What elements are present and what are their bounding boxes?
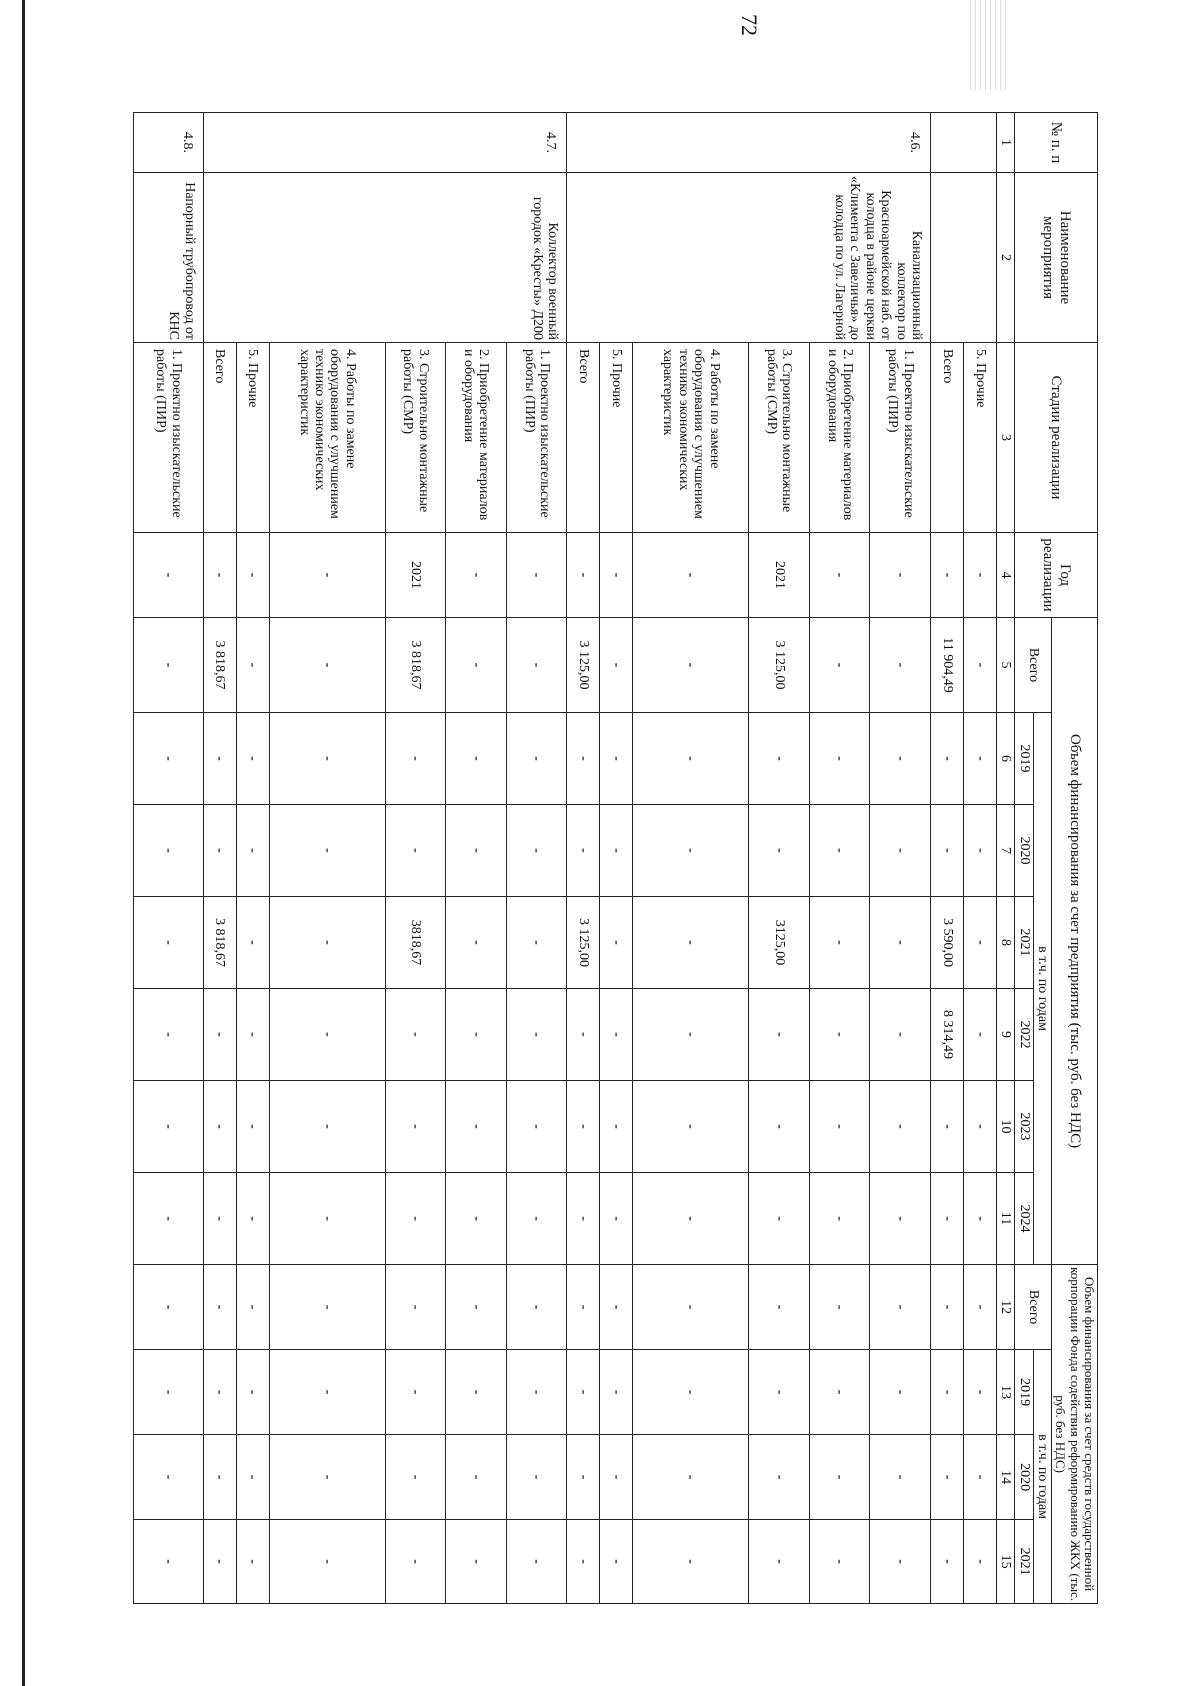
value-cell: - xyxy=(600,618,633,713)
column-number-cell: 2 xyxy=(996,173,1014,343)
value-cell: - xyxy=(809,1520,870,1604)
value-cell: - xyxy=(930,713,963,805)
value-cell: - xyxy=(446,1081,507,1173)
value-cell: - xyxy=(506,897,567,989)
value-cell: - xyxy=(963,1350,996,1435)
value-cell: - xyxy=(930,1173,963,1265)
value-cell: - xyxy=(633,897,749,989)
value-cell: - xyxy=(203,1081,236,1173)
column-number-cell: 15 xyxy=(996,1520,1014,1604)
enterprise-by-years-header: в т.ч. по годам xyxy=(1033,713,1051,1265)
value-cell: - xyxy=(870,1350,931,1435)
measure-name-cell: Канализационный коллектор по Красноармейской наб. от колодца в районе церкви «Климента с Завеличья» до колодца по ул. Лагерной xyxy=(567,173,931,343)
enterprise-year-header: 2024 xyxy=(1015,1173,1033,1265)
value-cell: - xyxy=(236,1520,269,1604)
year-cell: - xyxy=(600,533,633,618)
value-cell: - xyxy=(870,897,931,989)
col-name-header: Наименование мероприятия xyxy=(1015,173,1098,343)
value-cell: - xyxy=(446,1520,507,1604)
value-cell: 3 125,00 xyxy=(567,897,600,989)
value-cell: - xyxy=(963,618,996,713)
value-cell: - xyxy=(930,1350,963,1435)
value-cell: - xyxy=(506,1520,567,1604)
stage-cell: 4. Работы по замене оборудования с улучшением технико экономических характеристик xyxy=(269,343,385,533)
value-cell: - xyxy=(506,989,567,1081)
value-cell: - xyxy=(963,1081,996,1173)
value-cell: - xyxy=(236,1350,269,1435)
value-cell: - xyxy=(870,805,931,897)
value-cell: - xyxy=(633,1081,749,1173)
value-cell: - xyxy=(134,1350,204,1435)
row-number-cell xyxy=(930,113,996,173)
value-cell: - xyxy=(749,1265,810,1350)
value-cell: - xyxy=(633,1435,749,1520)
value-cell: - xyxy=(870,1265,931,1350)
value-cell: - xyxy=(600,1520,633,1604)
value-cell: - xyxy=(446,805,507,897)
column-number-cell: 14 xyxy=(996,1435,1014,1520)
enterprise-total-header: Всего xyxy=(1015,618,1052,713)
value-cell: - xyxy=(385,1350,446,1435)
column-number-cell: 10 xyxy=(996,1081,1014,1173)
value-cell: - xyxy=(269,713,385,805)
stage-cell: 2. Приобретение материалов и оборудования xyxy=(809,343,870,533)
column-number-cell: 8 xyxy=(996,897,1014,989)
column-number-cell: 9 xyxy=(996,989,1014,1081)
value-cell: - xyxy=(506,805,567,897)
value-cell: - xyxy=(506,1081,567,1173)
value-cell: - xyxy=(633,618,749,713)
value-cell: 3818,67 xyxy=(385,897,446,989)
stage-cell: 1. Проектно изыскательские работы (ПИР) xyxy=(134,343,204,533)
table-row xyxy=(506,113,567,1604)
value-cell: - xyxy=(930,1520,963,1604)
financing-table xyxy=(133,112,1098,1604)
value-cell: - xyxy=(236,1081,269,1173)
value-cell: - xyxy=(963,1265,996,1350)
year-cell: - xyxy=(236,533,269,618)
value-cell: - xyxy=(203,989,236,1081)
value-cell: - xyxy=(963,1173,996,1265)
year-cell: - xyxy=(506,533,567,618)
value-cell: - xyxy=(236,1265,269,1350)
value-cell: - xyxy=(930,1081,963,1173)
value-cell: - xyxy=(269,1265,385,1350)
value-cell: - xyxy=(567,1173,600,1265)
value-cell: - xyxy=(749,1520,810,1604)
value-cell: - xyxy=(134,897,204,989)
table-row xyxy=(870,113,931,1604)
value-cell: 3 590,00 xyxy=(930,897,963,989)
value-cell: - xyxy=(385,713,446,805)
enterprise-year-header: 2022 xyxy=(1015,989,1033,1081)
value-cell: - xyxy=(930,1265,963,1350)
fund-year-header: 2021 xyxy=(1015,1520,1033,1604)
column-number-cell: 1 xyxy=(996,113,1014,173)
value-cell: - xyxy=(809,1435,870,1520)
column-number-cell: 12 xyxy=(996,1265,1014,1350)
value-cell: - xyxy=(446,1350,507,1435)
value-cell: - xyxy=(600,989,633,1081)
value-cell: - xyxy=(203,713,236,805)
stage-cell: 3. Строительно монтажные работы (СМР) xyxy=(749,343,810,533)
col-stage-header: Стадии реализации xyxy=(1015,343,1098,533)
value-cell: - xyxy=(809,1265,870,1350)
value-cell: - xyxy=(134,989,204,1081)
value-cell: 3125,00 xyxy=(749,897,810,989)
value-cell: - xyxy=(600,1173,633,1265)
value-cell: - xyxy=(134,1435,204,1520)
value-cell: - xyxy=(567,1435,600,1520)
value-cell: - xyxy=(269,1173,385,1265)
value-cell: - xyxy=(506,1173,567,1265)
value-cell: - xyxy=(506,713,567,805)
value-cell: - xyxy=(870,618,931,713)
value-cell: - xyxy=(809,618,870,713)
value-cell: - xyxy=(269,1435,385,1520)
value-cell: - xyxy=(269,989,385,1081)
enterprise-year-header: 2023 xyxy=(1015,1081,1033,1173)
value-cell: - xyxy=(870,713,931,805)
enterprise-financing-header: Объем финансирования за счет предприятия (тыс. руб. без НДС) xyxy=(1052,618,1098,1265)
enterprise-year-header: 2020 xyxy=(1015,805,1033,897)
column-number-cell: 4 xyxy=(996,533,1014,618)
column-number-cell: 6 xyxy=(996,713,1014,805)
value-cell: - xyxy=(236,897,269,989)
value-cell: - xyxy=(600,713,633,805)
measure-name-cell: Коллектор военный городок «Кресты» Д200 xyxy=(203,173,567,343)
value-cell: 11 904,49 xyxy=(930,618,963,713)
fund-financing-header: Объем финансирования за счет средств государственной корпорации Фонда содействия реформированию ЖКХ (тыс. руб. без НДС) xyxy=(1052,1265,1098,1604)
year-cell: - xyxy=(134,533,204,618)
column-number-cell: 7 xyxy=(996,805,1014,897)
value-cell: - xyxy=(963,989,996,1081)
value-cell: - xyxy=(963,1520,996,1604)
value-cell: - xyxy=(930,805,963,897)
value-cell: - xyxy=(269,1520,385,1604)
value-cell: - xyxy=(446,713,507,805)
column-number-cell: 5 xyxy=(996,618,1014,713)
value-cell: - xyxy=(870,989,931,1081)
value-cell: - xyxy=(633,713,749,805)
value-cell: - xyxy=(385,1435,446,1520)
value-cell: - xyxy=(269,618,385,713)
value-cell: - xyxy=(600,1081,633,1173)
value-cell: - xyxy=(269,1081,385,1173)
stage-cell: Всего xyxy=(930,343,963,533)
value-cell: - xyxy=(446,897,507,989)
value-cell: 3 125,00 xyxy=(567,618,600,713)
value-cell: - xyxy=(236,1173,269,1265)
value-cell: 3 818,67 xyxy=(203,618,236,713)
value-cell: - xyxy=(749,805,810,897)
value-cell: 3 818,67 xyxy=(203,897,236,989)
value-cell: - xyxy=(749,1435,810,1520)
value-cell: - xyxy=(600,1350,633,1435)
year-cell: 2021 xyxy=(749,533,810,618)
row-number-cell: 4.7. xyxy=(203,113,567,173)
value-cell: - xyxy=(870,1081,931,1173)
value-cell: 3 818,67 xyxy=(385,618,446,713)
value-cell: - xyxy=(749,1081,810,1173)
table-body xyxy=(134,113,997,1604)
value-cell: - xyxy=(134,805,204,897)
year-cell: - xyxy=(963,533,996,618)
value-cell: - xyxy=(567,989,600,1081)
fund-by-years-header: в т.ч. по годам xyxy=(1033,1350,1051,1604)
value-cell: - xyxy=(963,1435,996,1520)
value-cell: - xyxy=(809,897,870,989)
value-cell: - xyxy=(749,989,810,1081)
value-cell: - xyxy=(385,1265,446,1350)
value-cell: - xyxy=(506,1265,567,1350)
value-cell: - xyxy=(236,713,269,805)
fund-total-header: Всего xyxy=(1015,1265,1052,1350)
value-cell: - xyxy=(809,1173,870,1265)
value-cell: - xyxy=(385,805,446,897)
stage-cell: 5. Прочие xyxy=(963,343,996,533)
value-cell: - xyxy=(269,805,385,897)
value-cell: - xyxy=(385,1520,446,1604)
row-number-cell: 4.6. xyxy=(567,113,931,173)
value-cell: - xyxy=(809,1350,870,1435)
value-cell: - xyxy=(567,1081,600,1173)
value-cell: - xyxy=(633,805,749,897)
value-cell: - xyxy=(506,1435,567,1520)
year-cell: - xyxy=(633,533,749,618)
measure-name-cell: Напорный трубопровод от КНС xyxy=(134,173,204,343)
fund-year-header: 2020 xyxy=(1015,1435,1033,1520)
value-cell: - xyxy=(446,1173,507,1265)
value-cell: - xyxy=(134,713,204,805)
value-cell: - xyxy=(446,1435,507,1520)
value-cell: - xyxy=(506,1350,567,1435)
value-cell: - xyxy=(963,713,996,805)
value-cell: - xyxy=(930,1435,963,1520)
year-cell: 2021 xyxy=(385,533,446,618)
value-cell: - xyxy=(236,989,269,1081)
value-cell: - xyxy=(809,989,870,1081)
stage-cell: 3. Строительно монтажные работы (СМР) xyxy=(385,343,446,533)
value-cell: - xyxy=(600,805,633,897)
value-cell: - xyxy=(567,713,600,805)
value-cell: - xyxy=(203,1435,236,1520)
value-cell: - xyxy=(633,1173,749,1265)
row-number-cell: 4.8. xyxy=(134,113,204,173)
value-cell: - xyxy=(963,805,996,897)
value-cell: - xyxy=(446,1265,507,1350)
stage-cell: Всего xyxy=(567,343,600,533)
year-cell: - xyxy=(870,533,931,618)
value-cell: - xyxy=(203,805,236,897)
measure-name-cell xyxy=(930,173,996,343)
page-number: 72 xyxy=(737,14,762,36)
value-cell: - xyxy=(385,1081,446,1173)
header-row-1 xyxy=(1052,113,1098,1604)
value-cell: - xyxy=(633,1350,749,1435)
stage-cell: 5. Прочие xyxy=(236,343,269,533)
value-cell: - xyxy=(600,1435,633,1520)
value-cell: - xyxy=(600,897,633,989)
value-cell: - xyxy=(203,1520,236,1604)
year-cell: - xyxy=(930,533,963,618)
enterprise-year-header: 2021 xyxy=(1015,897,1033,989)
stage-cell: 4. Работы по замене оборудования с улучшением технико экономических характеристик xyxy=(633,343,749,533)
value-cell: - xyxy=(870,1435,931,1520)
value-cell: - xyxy=(809,713,870,805)
value-cell: - xyxy=(134,1173,204,1265)
value-cell: - xyxy=(134,1265,204,1350)
column-number-row xyxy=(996,113,1014,1604)
year-cell: - xyxy=(446,533,507,618)
value-cell: - xyxy=(749,713,810,805)
value-cell: - xyxy=(446,618,507,713)
value-cell: 8 314,49 xyxy=(930,989,963,1081)
value-cell: - xyxy=(870,1173,931,1265)
value-cell: - xyxy=(600,1265,633,1350)
value-cell: - xyxy=(749,1350,810,1435)
stage-cell: 1. Проектно изыскательские работы (ПИР) xyxy=(506,343,567,533)
value-cell: 3 125,00 xyxy=(749,618,810,713)
col-number-header: № п. п xyxy=(1015,113,1098,173)
stage-cell: 2. Приобретение материалов и оборудования xyxy=(446,343,507,533)
value-cell: - xyxy=(269,1350,385,1435)
value-cell: - xyxy=(506,618,567,713)
value-cell: - xyxy=(633,1265,749,1350)
value-cell: - xyxy=(203,1173,236,1265)
stage-cell: 1. Проектно изыскательские работы (ПИР) xyxy=(870,343,931,533)
table-row xyxy=(134,113,204,1604)
value-cell: - xyxy=(870,1520,931,1604)
value-cell: - xyxy=(749,1173,810,1265)
year-cell: - xyxy=(809,533,870,618)
value-cell: - xyxy=(567,805,600,897)
value-cell: - xyxy=(385,989,446,1081)
enterprise-year-header: 2019 xyxy=(1015,713,1033,805)
value-cell: - xyxy=(809,1081,870,1173)
value-cell: - xyxy=(134,1081,204,1173)
year-cell: - xyxy=(269,533,385,618)
value-cell: - xyxy=(134,618,204,713)
value-cell: - xyxy=(134,1520,204,1604)
table-row xyxy=(963,113,996,1604)
column-number-cell: 11 xyxy=(996,1173,1014,1265)
value-cell: - xyxy=(236,1435,269,1520)
value-cell: - xyxy=(236,805,269,897)
col-year-header: Год реализации xyxy=(1015,533,1098,618)
value-cell: - xyxy=(446,989,507,1081)
value-cell: - xyxy=(567,1350,600,1435)
stage-cell: Всего xyxy=(203,343,236,533)
value-cell: - xyxy=(236,618,269,713)
value-cell: - xyxy=(203,1350,236,1435)
column-number-cell: 3 xyxy=(996,343,1014,533)
value-cell: - xyxy=(567,1265,600,1350)
value-cell: - xyxy=(633,989,749,1081)
column-number-cell: 13 xyxy=(996,1350,1014,1435)
year-cell: - xyxy=(203,533,236,618)
year-cell: - xyxy=(567,533,600,618)
value-cell: - xyxy=(809,805,870,897)
value-cell: - xyxy=(385,1173,446,1265)
value-cell: - xyxy=(963,897,996,989)
value-cell: - xyxy=(203,1265,236,1350)
stage-cell: 5. Прочие xyxy=(600,343,633,533)
value-cell: - xyxy=(269,897,385,989)
value-cell: - xyxy=(567,1520,600,1604)
value-cell: - xyxy=(633,1520,749,1604)
fund-year-header: 2019 xyxy=(1015,1350,1033,1435)
